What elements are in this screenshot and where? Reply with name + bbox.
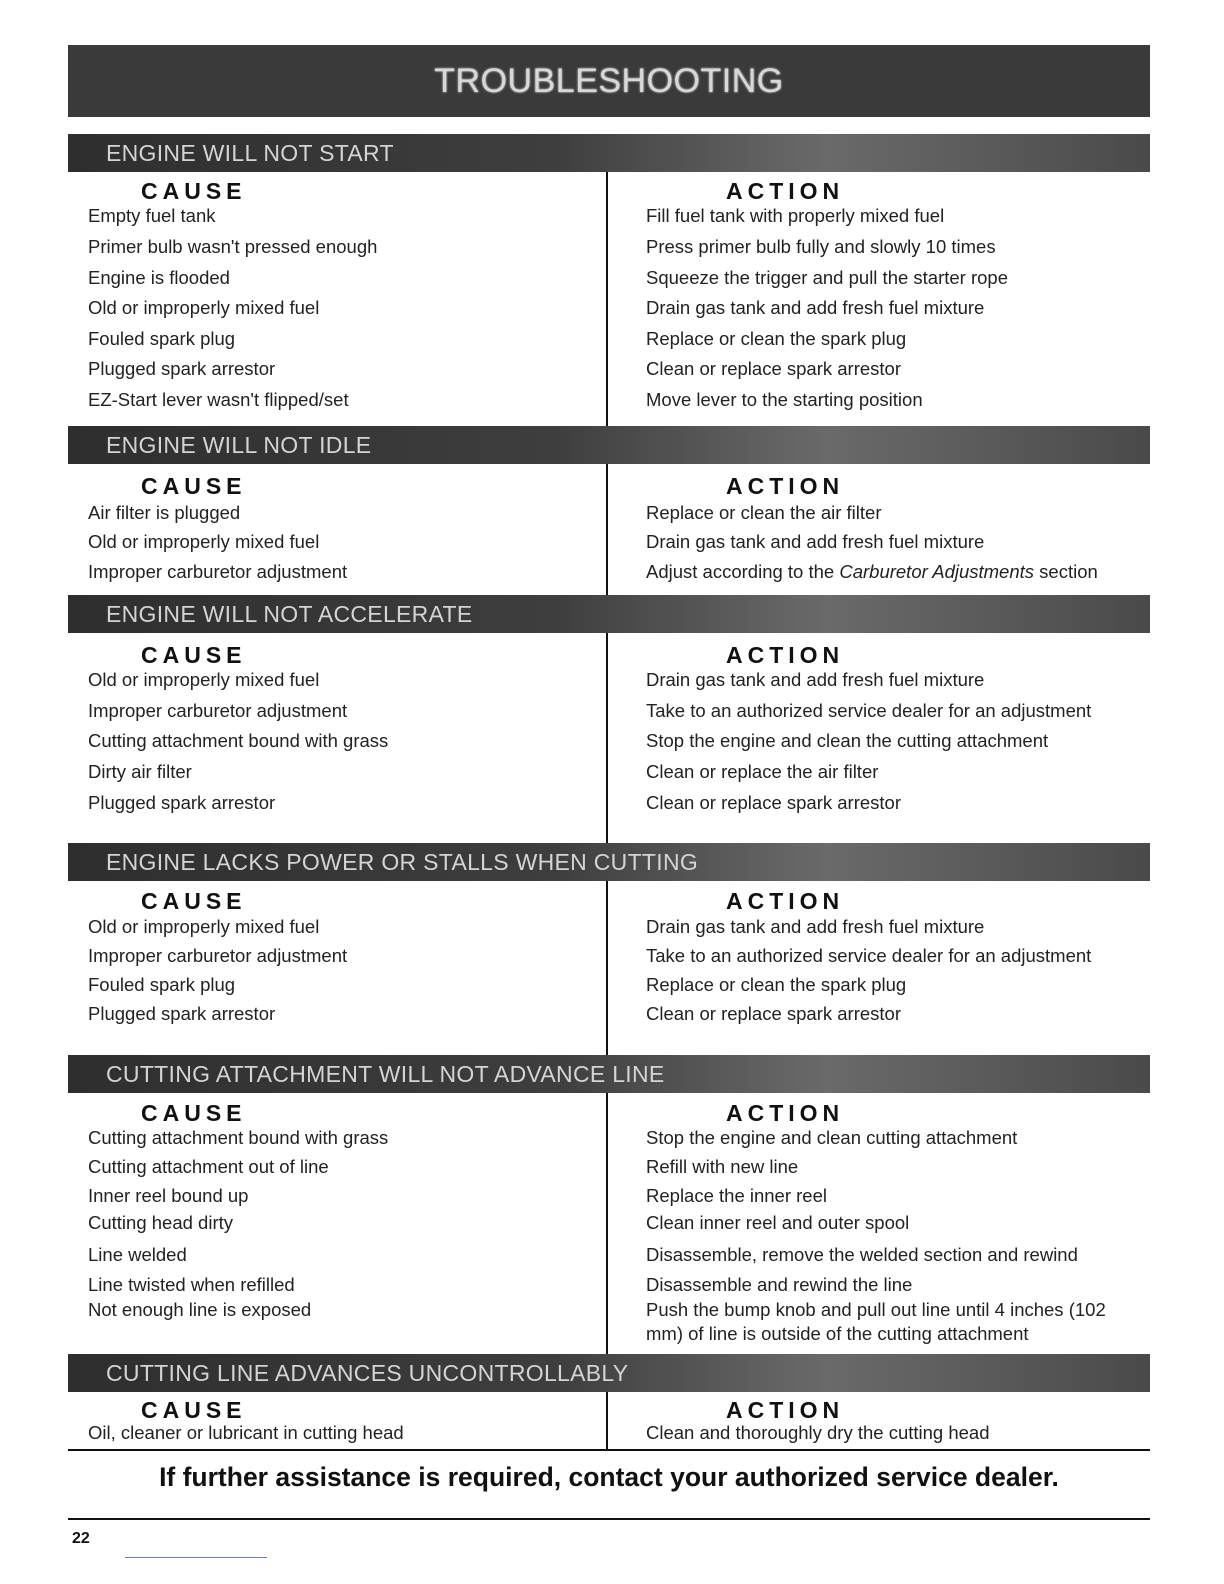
cause-row: Cutting attachment bound with grass [88,1127,389,1148]
cause-row: Plugged spark arrestor [88,792,276,813]
cause-row: Fouled spark plug [88,328,236,349]
cause-row: Line welded [88,1244,187,1265]
cause-row: Old or improperly mixed fuel [88,297,320,318]
page-title [68,45,1150,117]
cause-row: Improper carburetor adjustment [88,945,348,966]
action-row: Take to an authorized service dealer for an adjustment [646,700,1092,721]
section-heading: ENGINE WILL NOT IDLE [106,431,372,458]
table-bottom-rule [68,1449,1150,1451]
action-header: ACTION [726,888,845,914]
action-row: Take to an authorized service dealer for an adjustment [646,945,1092,966]
cause-header: CAUSE [141,642,247,668]
action-text: section [1034,561,1098,582]
section-heading: CUTTING ATTACHMENT WILL NOT ADVANCE LINE [106,1060,665,1087]
cause-row: Primer bulb wasn't pressed enough [88,236,378,257]
cause-header: CAUSE [141,1397,247,1423]
column-divider [606,633,608,843]
action-row: Drain gas tank and add fresh fuel mixture [646,531,985,552]
cause-header: CAUSE [141,888,247,914]
action-row: Clean or replace the air filter [646,761,879,782]
cause-header: CAUSE [141,473,247,499]
section-heading: ENGINE LACKS POWER OR STALLS WHEN CUTTING [106,848,699,875]
section-engine-will-not-idle [68,426,1150,596]
page-title-text: TROUBLESHOOTING [434,61,784,100]
cause-row: Cutting head dirty [88,1212,234,1233]
cause-row: Not enough line is exposed [88,1299,312,1320]
column-divider [606,1392,608,1450]
cause-row: Cutting attachment bound with grass [88,730,389,751]
section-heading-bar [68,134,1150,172]
action-row: Move lever to the starting position [646,389,923,410]
cause-row: Empty fuel tank [88,205,216,226]
column-divider [606,464,608,596]
cause-row: Line twisted when refilled [88,1274,295,1295]
section-heading: CUTTING LINE ADVANCES UNCONTROLLABLY [106,1359,629,1386]
cause-row: Fouled spark plug [88,974,236,995]
action-row: Clean and thoroughly dry the cutting head [646,1422,990,1443]
action-row: Drain gas tank and add fresh fuel mixture [646,297,985,318]
section-heading: ENGINE WILL NOT ACCELERATE [106,600,473,627]
bottom-line-mark [125,1557,267,1558]
cause-row: Plugged spark arrestor [88,1003,276,1024]
cause-row: Inner reel bound up [88,1185,249,1206]
cause-row: Dirty air filter [88,761,192,782]
cause-row: Improper carburetor adjustment [88,561,348,582]
action-row: Stop the engine and clean cutting attachment [646,1127,1018,1148]
action-row: Replace or clean the spark plug [646,328,907,349]
cause-row: Cutting attachment out of line [88,1156,329,1177]
section-heading-bar [68,843,1150,881]
cause-row: Old or improperly mixed fuel [88,531,320,552]
action-text: Adjust according to the [646,561,840,582]
action-row: Stop the engine and clean the cutting attachment [646,730,1049,751]
section-engine-lacks-power [68,843,1150,1055]
action-row: Push the bump knob and pull out line until 4 inches (102 mm) of line is outside of the cutting attachment [646,1299,1106,1344]
section-heading-bar [68,1354,1150,1392]
cause-row: Old or improperly mixed fuel [88,669,320,690]
action-row: Squeeze the trigger and pull the starter rope [646,267,1009,288]
column-divider [606,172,608,426]
section-heading-bar [68,1055,1150,1093]
action-header: ACTION [726,178,845,204]
cause-row: Oil, cleaner or lubricant in cutting head [88,1422,404,1443]
action-header: ACTION [726,1397,845,1423]
column-divider [606,1093,608,1354]
action-row: Clean or replace spark arrestor [646,792,901,813]
cause-row: Plugged spark arrestor [88,358,276,379]
action-row: Replace or clean the spark plug [646,974,907,995]
section-line-advances-uncontrollably [68,1354,1150,1450]
action-row: Replace the inner reel [646,1185,827,1206]
action-row: Disassemble, remove the welded section and rewind [646,1244,1078,1265]
footer-rule [68,1518,1150,1520]
cause-row: EZ-Start lever wasn't flipped/set [88,389,349,410]
cause-header: CAUSE [141,1100,247,1126]
cause-row: Air filter is plugged [88,502,241,523]
page-number: 22 [72,1530,90,1547]
action-row: Press primer bulb fully and slowly 10 times [646,236,996,257]
section-reference: Carburetor Adjustments [839,561,1035,582]
action-row: Clean or replace spark arrestor [646,358,901,379]
cause-row: Old or improperly mixed fuel [88,916,320,937]
cause-header: CAUSE [141,178,247,204]
action-row: Clean inner reel and outer spool [646,1212,910,1233]
section-heading-bar [68,595,1150,633]
action-row: Replace or clean the air filter [646,502,882,523]
section-will-not-advance-line [68,1055,1150,1354]
column-divider [606,881,608,1055]
cause-row: Improper carburetor adjustment [88,700,348,721]
action-header: ACTION [726,1100,845,1126]
action-row: Fill fuel tank with properly mixed fuel [646,205,945,226]
assistance-note: If further assistance is required, contact your authorized service dealer. [159,1462,1059,1492]
section-engine-will-not-start [68,134,1150,426]
action-row: Drain gas tank and add fresh fuel mixture [646,916,985,937]
section-heading: ENGINE WILL NOT START [106,139,394,166]
action-header: ACTION [726,473,845,499]
action-row: Clean or replace spark arrestor [646,1003,901,1024]
cause-row: Engine is flooded [88,267,230,288]
action-row [646,560,1166,584]
section-engine-will-not-accelerate [68,595,1150,843]
action-row: Drain gas tank and add fresh fuel mixture [646,669,985,690]
action-header: ACTION [726,642,845,668]
action-row: Refill with new line [646,1156,799,1177]
action-row: Disassemble and rewind the line [646,1274,913,1295]
section-heading-bar [68,426,1150,464]
